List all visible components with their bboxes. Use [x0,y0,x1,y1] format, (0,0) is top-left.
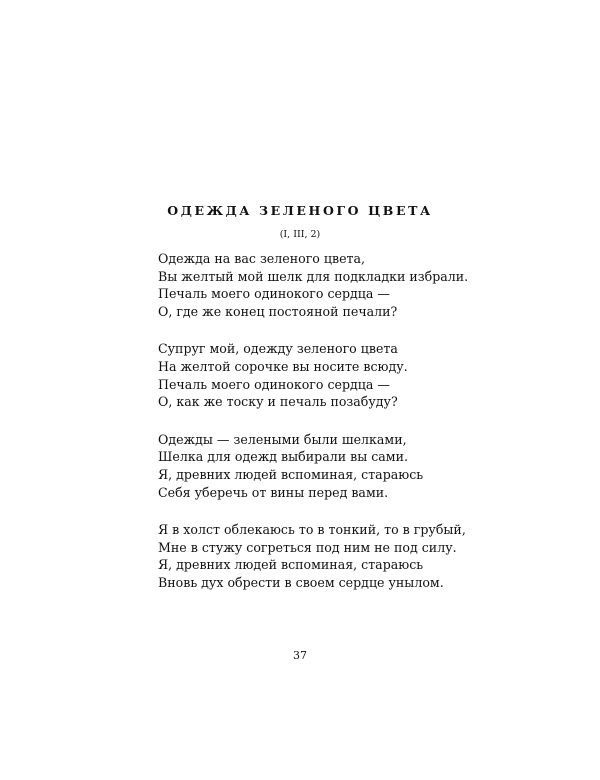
poem-line: Супруг мой, одежду зеленого цвета [158,341,398,357]
poem-line: Я, древних людей вспоминая, стараюсь [158,466,424,482]
poem-body [158,250,488,612]
poem-source-reference: (I, III, 2) [279,229,321,240]
poem-line: Печаль моего одинокого сердца — [158,286,391,302]
poem-line: Одежда на вас зеленого цвета, [158,251,365,266]
poem-line: О, где же конец постояной печали? [158,303,398,319]
poem-line: Я, древних людей вспоминая, стараюсь [158,557,424,573]
page-number: 37 [293,649,307,662]
stanza-3 [158,431,488,501]
stanza-4 [158,521,488,591]
poem-title: ОДЕЖДА ЗЕЛЕНОГО ЦВЕТА [167,203,433,218]
poem-line: Одежды — зелеными были шелками, [158,431,407,447]
poem-line: Печаль моего одинокого сердца — [158,376,391,392]
poem-line: Я в холст облекаюсь то в тонкий, то в грубый, [158,522,466,538]
poem-line: Шелка для одежд выбирали вы сами. [158,449,408,465]
stanza-2 [158,340,488,410]
poem-line: Себя уберечь от вины перед вами. [158,484,389,500]
poem-line: Вновь дух обрести в своем сердце унылом. [158,574,444,590]
stanza-1 [158,250,488,320]
poem-line: О, как же тоску и печаль позабуду? [158,394,398,410]
poem-line: Вы желтый мой шелк для подкладки избрали. [158,268,469,284]
poem-line: На желтой сорочке вы носите всюду. [158,358,408,374]
poem-line: Мне в стужу согреться под ним не под силу. [158,539,457,555]
